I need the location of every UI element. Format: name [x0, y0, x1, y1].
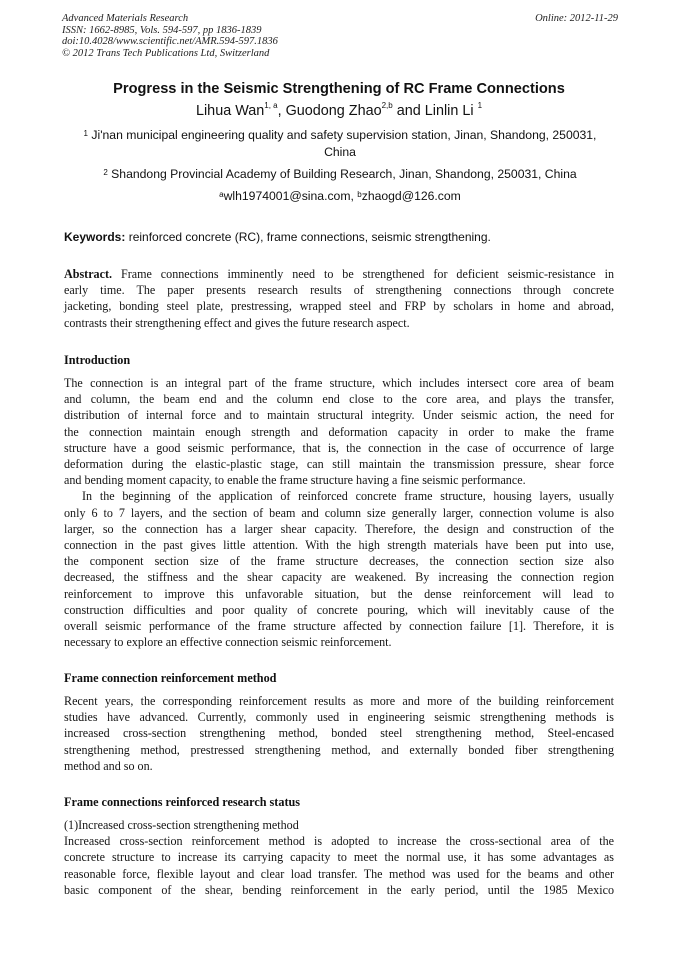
author-name: Lihua Wan	[195, 103, 265, 119]
abstract-line: jacketing, bonding steel plate, prestressing, wrapped steel and FRP by scholars in home and abroad,	[64, 299, 614, 314]
abstract-line: early time. The paper presents research results of strengthening connections through concrete	[64, 283, 614, 298]
text-line: only 6 to 7 layers, and the section of beam and column size generally larger, connection volume is also	[64, 505, 614, 520]
text-line: the connection maintain enough strength and deformation capacity in order to make the frame	[64, 424, 614, 439]
keywords-text: reinforced concrete (RC), frame connections, seismic strengthening.	[125, 230, 491, 244]
email-superscript: a	[219, 190, 224, 199]
text-line: Increased cross-section reinforcement method is adopted to increase the cross-sectional area of the	[64, 834, 614, 849]
text-line: increased cross-section strengthening method, bonded steel strengthening method, Steel-encased	[64, 726, 614, 741]
text-line: connection in the past gives little attention. With the high strength materials have been put into use,	[64, 538, 614, 553]
subsection-heading: (1)Increased cross-section strengthening method	[64, 818, 299, 832]
text-line: reasonable force, flexible layout and clear load transfer. The method was used for the beams and other	[64, 866, 614, 881]
paper-title: Progress in the Seismic Strengthening of RC Frame Connections	[113, 81, 565, 97]
affiliation-2	[62, 166, 618, 183]
section-heading-introduction: Introduction	[64, 353, 131, 367]
affiliation-text: Shandong Provincial Academy of Building Research, Jinan, Shandong, 250031, China	[107, 167, 577, 181]
text-line: studies have advanced. Currently, commonly used in engineering seismic strengthening methods is	[64, 710, 614, 725]
text-line: the component section size of the frame structure decreases, the connection section size also	[64, 554, 614, 569]
author-name: Linlin Li	[424, 103, 478, 119]
text-line: structure have a good seismic performance, that is, the connection in the case of occurrence of large	[64, 440, 614, 455]
text-line: construction difficulties and poor quality of concrete pouring, which will inevitably cause of the	[64, 602, 614, 617]
author-separator: ,	[277, 103, 286, 119]
author-list	[30, 103, 648, 119]
section-heading-method: Frame connection reinforcement method	[64, 671, 277, 685]
author-superscript: 1	[477, 101, 483, 110]
author-superscript: 1, a	[264, 101, 278, 110]
section-heading-status: Frame connections reinforced research status	[64, 795, 301, 809]
abstract	[64, 266, 614, 331]
affiliation-1	[62, 127, 618, 161]
text-line: distribution of internal force and to maintain structural integrity. Under seismic action, the need for	[64, 408, 614, 423]
abstract-label: Abstract.	[64, 267, 113, 281]
status-paragraph	[64, 817, 614, 898]
email-address: zhaogd@126.com	[361, 189, 461, 203]
author-name: Guodong Zhao	[285, 103, 382, 119]
text-line: larger, so the connection has a larger shear capacity. Therefore, the design and construction of the	[64, 521, 614, 536]
text-line: Recent years, the corresponding reinforcement results as more and more of the building reinforcement	[64, 694, 614, 708]
email-line	[62, 188, 618, 205]
text-line: The connection is an integral part of the frame structure, which includes intersect core area of beam	[64, 376, 614, 390]
online-date: Online: 2012-11-29	[535, 13, 618, 24]
copyright-line: © 2012 Trans Tech Publications Ltd, Switzerland	[62, 47, 270, 59]
abstract-line: contrasts their strengthening effect and gives the future research aspect.	[64, 315, 410, 330]
affiliation-superscript: 1	[83, 129, 88, 138]
email-superscript: b	[357, 190, 362, 199]
text-line: necessary to explore an effective connection seismic reinforcement.	[64, 635, 392, 650]
text-line: decreased, the stiffness and the shear capacity are weakened. By increasing the connection region	[64, 570, 614, 585]
text-line: In the beginning of the application of reinforced concrete frame structure, housing layers, usually	[82, 489, 614, 504]
email-address: wlh1974001@sina.com,	[223, 189, 358, 203]
text-line: reinforcement to improve this unfavorable situation, but the dense reinforcement will lead to	[64, 586, 614, 601]
affiliation-text: Ji'nan municipal engineering quality and safety supervision station, Jinan, Shandong, 250031,	[88, 128, 597, 142]
keywords-label: Keywords:	[64, 230, 126, 244]
keywords	[64, 230, 620, 244]
abstract-line: Frame connections imminently need to be strengthened for deficient seismic-resistance in	[112, 267, 614, 281]
author-superscript: 2,b	[381, 101, 393, 110]
text-line: and column, the beam end and the column end close to the core area, and plays the transfer,	[64, 392, 614, 407]
author-separator: and	[392, 103, 425, 119]
text-line: basic component of the shear, bending reinforcement in the early period, until the 1985 Mexico	[64, 882, 614, 897]
method-paragraph	[64, 693, 614, 774]
intro-paragraph-1	[64, 375, 614, 650]
affiliation-text: China	[324, 145, 356, 159]
doi-line: doi:10.4028/www.scientific.net/AMR.594-597.1836	[62, 36, 278, 48]
text-line: and bending moment capacity, to enable the frame structure having a fine seismic performance.	[64, 473, 526, 488]
affiliation-superscript: 2	[103, 168, 108, 177]
issn-line: ISSN: 1662-8985, Vols. 594-597, pp 1836-1839	[62, 24, 262, 36]
text-line: method and so on.	[64, 758, 153, 773]
text-line: concrete structure to increase its carrying capacity to meet the normal use, it has some advantages as	[64, 850, 614, 865]
journal-name: Advanced Materials Research	[62, 13, 189, 24]
text-line: strengthening method, prestressed strengthening method, and externally bonded fiber strengthening	[64, 742, 614, 757]
text-line: deformation during the elastic-plastic stage, can still maintain the transmission pressure, shear force	[64, 457, 614, 472]
text-line: overall seismic performance of the frame structure affected by connection failure [1]. Therefore, it is	[64, 619, 614, 634]
journal-header	[62, 13, 618, 59]
